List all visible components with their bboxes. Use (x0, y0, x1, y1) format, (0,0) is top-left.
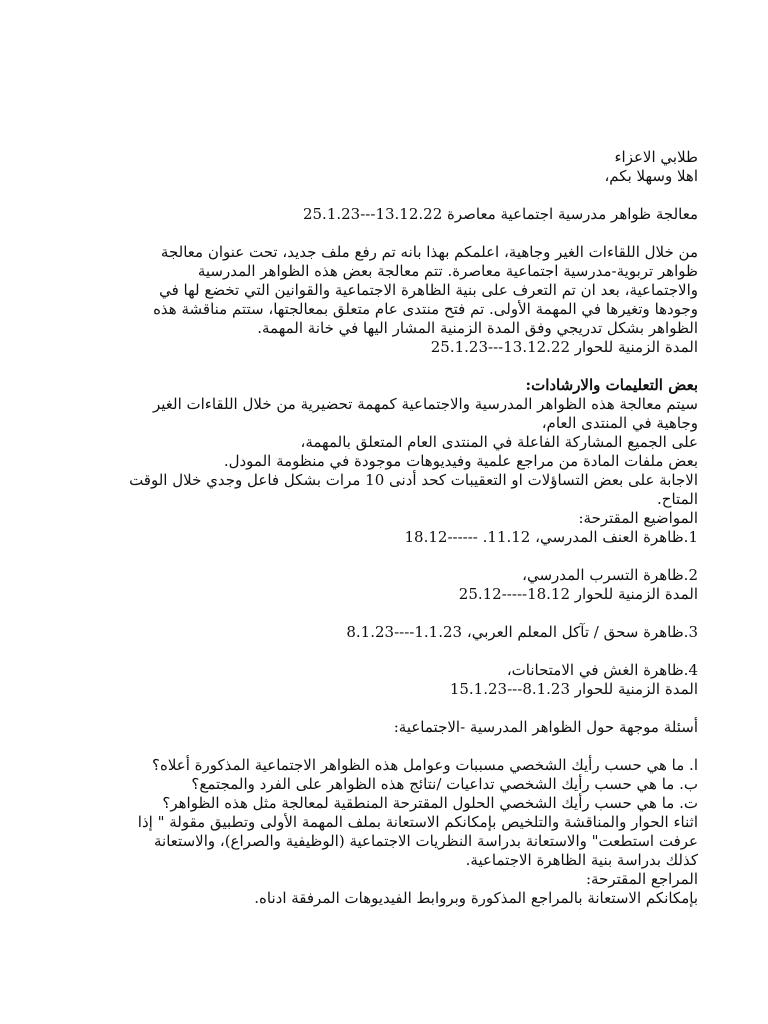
discussion-note-line: اثناء الحوار والمناقشة والتلخيص بإمكانكم الاستعانة بملف المهمة الأولى وتطبيق مقولة " إذا (137, 813, 698, 831)
references-heading: المراجع المقترحة: (585, 870, 698, 888)
instruction-line: بعض ملفات المادة من مراجع علمية وفيديوهات موجودة في منظومة المودل. (223, 452, 698, 470)
instruction-line: وجاهية في المنتدى العام، (541, 414, 698, 432)
topic-period: المدة الزمنية للحوار 8.1.23---15.1.23 (449, 680, 698, 698)
questions-section (48, 718, 698, 908)
intro-paragraph (48, 243, 698, 357)
spacer (48, 642, 698, 661)
spacer (48, 737, 698, 756)
instruction-line: على الجميع المشاركة الفاعلة في المنتدى العام المتعلق بالمهمة، (300, 433, 698, 451)
intro-line: ظواهر تربوية-مدرسية اجتماعية معاصرة. تتم معالجة بعض هذه الظواهر المدرسية (197, 262, 698, 280)
topic-item (48, 623, 698, 642)
discussion-note-line: كذلك بدراسة بنية الظاهرة الاجتماعية. (465, 851, 698, 869)
spacer (48, 604, 698, 623)
topic-item (48, 661, 698, 699)
topics-list (48, 528, 698, 699)
topic-title: 3.ظاهرة سحق / تآكل المعلم العربي، 1.1.23----8.1.23 (346, 623, 698, 641)
instruction-line: سيتم معالجة هذه الظواهر المدرسية والاجتماعية كمهمة تحضيرية من خلال اللقاءات الغير (152, 395, 698, 413)
document-title: معالجة ظواهر مدرسية اجتماعية معاصرة 13.12.22---25.1.23 (302, 205, 698, 223)
spacer (48, 186, 698, 205)
topic-item (48, 528, 698, 547)
intro-line: من خلال اللقاءات الغير وجاهية، اعلمكم بهذا بانه تم رفع ملف جديد، تحت عنوان معالجة (160, 243, 698, 261)
instructions-section (48, 376, 698, 528)
question-line: ب. ما هي حسب رأيك الشخصي تداعيات /نتائج هذه الظواهر على الفرد والمجتمع؟ (191, 775, 698, 793)
greeting-line-1: طلابي الاعزاء (614, 148, 698, 166)
intro-line: الظواهر بشكل تدريجي وفق المدة الزمنية المشار اليها في خانة المهمة. (257, 319, 698, 337)
discussion-note-line: عرفت استطعت" والاستعانة بدراسة النظريات الاجتماعية (الوظيفية والصراع)، والاستعانة (154, 832, 698, 850)
document-page (48, 148, 698, 908)
questions-heading: أسئلة موجهة حول الظواهر المدرسية -الاجتماعية: (393, 718, 698, 736)
topic-title: 1.ظاهرة العنف المدرسي، 11.12. ------18.12 (404, 528, 698, 546)
spacer (48, 224, 698, 243)
suggested-topics-heading: المواضيع المقترحة: (578, 509, 698, 527)
spacer (48, 357, 698, 376)
topic-title: 2.ظاهرة التسرب المدرسي، (522, 566, 698, 584)
instructions-heading: بعض التعليمات والارشادات: (525, 376, 698, 394)
topic-title: 4.ظاهرة الغش في الامتحانات، (506, 661, 698, 679)
references-line: بإمكانكم الاستعانة بالمراجع المذكورة وبروابط الفيديوهات المرفقة ادناه. (254, 889, 698, 907)
greeting-line-2: اهلا وسهلا بكم، (604, 167, 698, 185)
spacer (48, 699, 698, 718)
intro-line: والاجتماعية، بعد ان تم التعرف على بنية الظاهرة الاجتماعية والقوانين التي تخضع لها في (159, 281, 698, 299)
intro-dialog-period: المدة الزمنية للحوار 13.12.22---25.1.23 (430, 338, 698, 356)
topic-period: المدة الزمنية للحوار 18.12-----25.12 (458, 585, 698, 603)
intro-line: وجودها وتغيرها في المهمة الأولى. تم فتح منتدى عام متعلق بمعالجتها، ستتم مناقشة هذه (153, 300, 698, 318)
instruction-line: المتاح. (657, 490, 698, 508)
instruction-line: الاجابة على بعض التساؤلات او التعقيبات كحد أدنى 10 مرات بشكل فاعل وجدي خلال الوقت (129, 471, 698, 489)
question-line: ت. ما هي حسب رأيك الشخصي الحلول المقترحة المنطقية لمعالجة مثل هذه الظواهر؟ (162, 794, 698, 812)
spacer (48, 547, 698, 566)
question-line: ا. ما هي حسب رأيك الشخصي مسببات وعوامل هذه الظواهر الاجتماعية المذكورة أعلاه؟ (152, 756, 698, 774)
topic-item (48, 566, 698, 604)
